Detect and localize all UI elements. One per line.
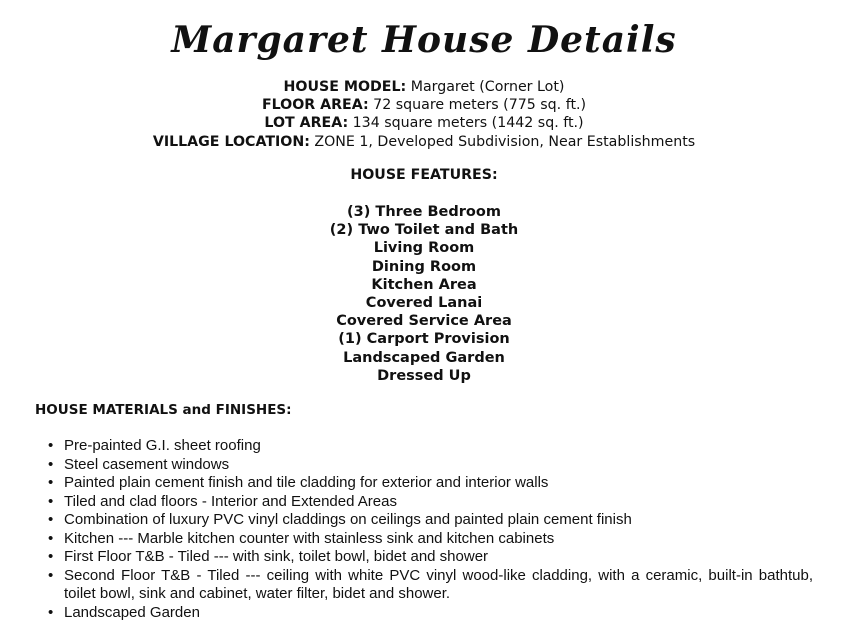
material-item	[48, 529, 813, 549]
feature-item: Kitchen Area	[371, 276, 477, 293]
feature-item: (1) Carport Provision	[338, 331, 510, 348]
material-item	[48, 548, 813, 567]
feature-item: Dining Room	[371, 258, 477, 275]
material-item	[48, 566, 813, 604]
material-text: Second Floor T&B - Tiled --- ceiling with white PVC vinyl wood-like cladding, with a ceramic, built-in bathtub, toilet bowl, sink and cabinet, water filter, bidet and shower.	[64, 566, 813, 602]
features-heading: HOUSE FEATURES:	[350, 167, 498, 183]
features-list	[0, 203, 848, 385]
feature-item: Dressed Up	[377, 367, 471, 384]
bullet-icon: •	[48, 437, 54, 454]
info-label: VILLAGE LOCATION:	[152, 133, 310, 150]
feature-item: (3) Three Bedroom	[347, 204, 501, 220]
info-value: ZONE 1, Developed Subdivision, Near Establishments	[309, 133, 696, 150]
bullet-icon: •	[48, 529, 54, 547]
bullet-icon: •	[48, 566, 54, 584]
info-value: 72 square meters (775 sq. ft.)	[368, 97, 587, 114]
material-text: Pre-painted G.I. sheet roofing	[64, 437, 261, 454]
info-lot-area	[0, 114, 848, 132]
bullet-icon: •	[48, 455, 54, 473]
material-text: Landscaped Garden	[64, 603, 200, 621]
info-value: Margaret (Corner Lot)	[406, 79, 565, 95]
bullet-icon: •	[48, 548, 54, 565]
material-text: Combination of luxury PVC vinyl claddings on ceilings and painted plain cement finish	[64, 511, 632, 528]
materials-list	[48, 437, 813, 622]
bullet-icon: •	[48, 603, 54, 621]
page-title: Margaret House Details	[171, 19, 677, 61]
material-item	[48, 492, 813, 512]
bullet-icon: •	[48, 492, 54, 510]
info-house-model	[0, 78, 848, 96]
info-value: 134 square meters (1442 sq. ft.)	[348, 115, 584, 132]
material-text: First Floor T&B - Tiled --- with sink, toilet bowl, bidet and shower	[64, 548, 489, 565]
info-label: HOUSE MODEL:	[283, 79, 407, 95]
material-item	[48, 437, 813, 456]
material-text: Kitchen --- Marble kitchen counter with stainless sink and kitchen cabinets	[64, 529, 555, 547]
feature-item: Living Room	[373, 240, 475, 257]
feature-item: Landscaped Garden	[343, 349, 505, 366]
feature-item: Covered Service Area	[336, 313, 512, 330]
info-label: LOT AREA:	[264, 115, 349, 132]
feature-item: Covered Lanai	[365, 295, 483, 312]
info-floor-area	[0, 96, 848, 114]
material-item	[48, 603, 813, 623]
material-text: Steel casement windows	[64, 455, 230, 473]
material-text: Tiled and clad floors - Interior and Extended Areas	[64, 492, 397, 510]
material-item	[48, 511, 813, 530]
material-item	[48, 474, 813, 493]
info-village-location	[0, 133, 848, 151]
materials-heading: HOUSE MATERIALS and FINISHES:	[35, 402, 292, 418]
material-item	[48, 455, 813, 475]
bullet-icon: •	[48, 474, 54, 491]
feature-item: (2) Two Toilet and Bath	[329, 222, 519, 239]
material-text: Painted plain cement finish and tile cladding for exterior and interior walls	[64, 474, 549, 491]
bullet-icon: •	[48, 511, 54, 528]
info-label: FLOOR AREA:	[261, 97, 369, 114]
house-info	[0, 78, 848, 151]
